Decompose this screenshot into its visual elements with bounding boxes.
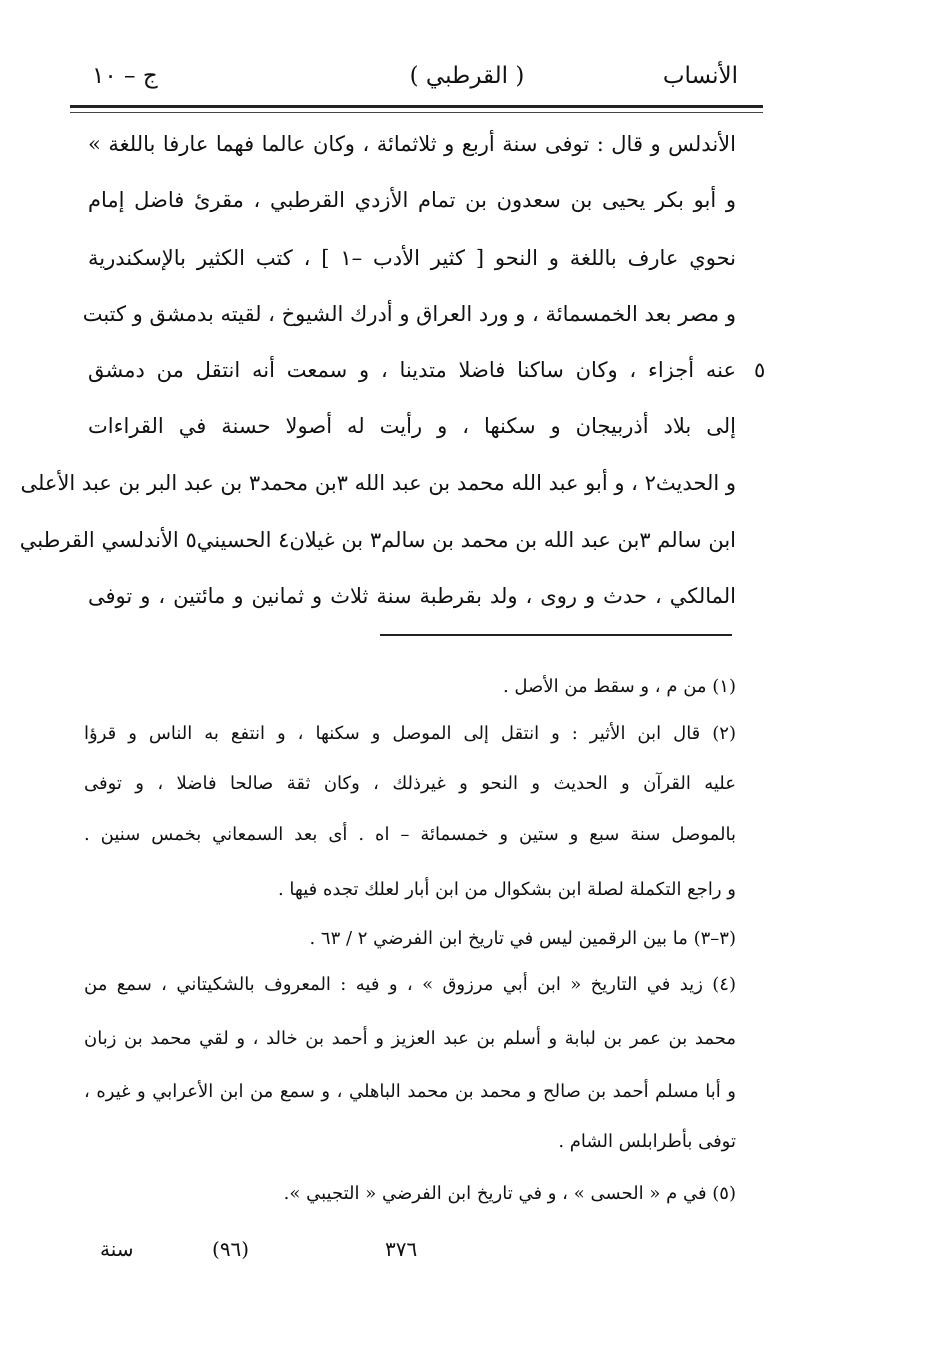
- text-line: عنه أجزاء ، وكان ساكنا فاضلا متدينا ، و سمعت أنه انتقل من دمشق: [88, 358, 736, 382]
- text-line: و أبو بكر يحيى بن سعدون بن تمام الأزدي القرطبي ، مقرئ فاضل إمام: [88, 188, 736, 212]
- header-rule: [70, 105, 763, 108]
- footnote: و أبا مسلم أحمد بن صالح و محمد بن محمد الباهلي ، و سمع من ابن الأعرابي و غيره ،: [84, 1081, 736, 1102]
- footnote: (٤) زيد في التاريخ « ابن أبي مرزوق » ، و فيه : المعروف بالشكيتاني ، سمع من: [84, 974, 736, 995]
- footnote: (٥) في م « الحسى » ، و في تاريخ ابن الفرضي « التجيبي ».: [283, 1183, 736, 1204]
- footnote: و راجع التكملة لصلة ابن بشكوال من ابن أبار لعلك تجده فيها .: [277, 879, 736, 900]
- footnote: توفى بأطرابلس الشام .: [558, 1131, 736, 1152]
- text-line: نحوي عارف باللغة و النحو [ كثير الأدب –١ ] ، كتب الكثير بالإسكندرية: [88, 246, 736, 270]
- footnote: (٢) قال ابن الأثير : و انتقل إلى الموصل و سكنها ، و انتفع به الناس و قرؤا: [84, 723, 736, 744]
- footnote: محمد بن عمر بن لبابة و أسلم بن عبد العزيز و أحمد بن خالد ، و لقي محمد بن زبان: [84, 1028, 736, 1049]
- signature-mark: (٩٦): [212, 1237, 250, 1261]
- text-line: و الحديث٢ ، و أبو عبد الله محمد بن عبد الله ٣بن محمد٣ بن عبد البر بن عبد الأعلى: [20, 471, 736, 495]
- text-line: ابن سالم ٣بن عبد الله بن محمد بن سالم٣ بن غيلان٤ الحسيني٥ الأندلسي القرطبي: [19, 528, 736, 552]
- text-line: الأندلس و قال : توفى سنة أربع و ثلاثمائة ، وكان عالما فهما عارفا باللغة »: [88, 132, 736, 156]
- footnote: (٣–٣) ما بين الرقمين ليس في تاريخ ابن الفرضي ٢ / ٦٣ .: [309, 928, 736, 949]
- footnote-rule: [380, 634, 732, 636]
- running-head: ( القرطبي ): [409, 63, 525, 89]
- volume-label: ج – ١٠: [92, 63, 158, 89]
- footnote: (١) من م ، و سقط من الأصل .: [502, 676, 736, 697]
- text-line: و مصر بعد الخمسمائة ، و ورد العراق و أدرك الشيوخ ، لقيته بدمشق و كتبت: [82, 302, 736, 326]
- text-line: المالكي ، حدث و روى ، ولد بقرطبة سنة ثلاث و ثمانين و مائتين ، و توفى: [88, 584, 736, 608]
- page-number: ٣٧٦: [385, 1237, 418, 1261]
- header-rule-thin: [70, 112, 763, 113]
- footnote: بالموصل سنة سبع و ستين و خمسمائة – اه . أى بعد السمعاني بخمس سنين .: [84, 824, 736, 845]
- catchword: سنة: [100, 1237, 134, 1261]
- line-number: ٥: [754, 358, 766, 382]
- footnote: عليه القرآن و الحديث و النحو و غيرذلك ، وكان ثقة صالحا فاضلا ، و توفى: [84, 773, 736, 794]
- text-line: إلى بلاد أذربيجان و سكنها ، و رأيت له أصولا حسنة في القراءات: [88, 414, 736, 438]
- book-title: الأنساب: [662, 63, 738, 89]
